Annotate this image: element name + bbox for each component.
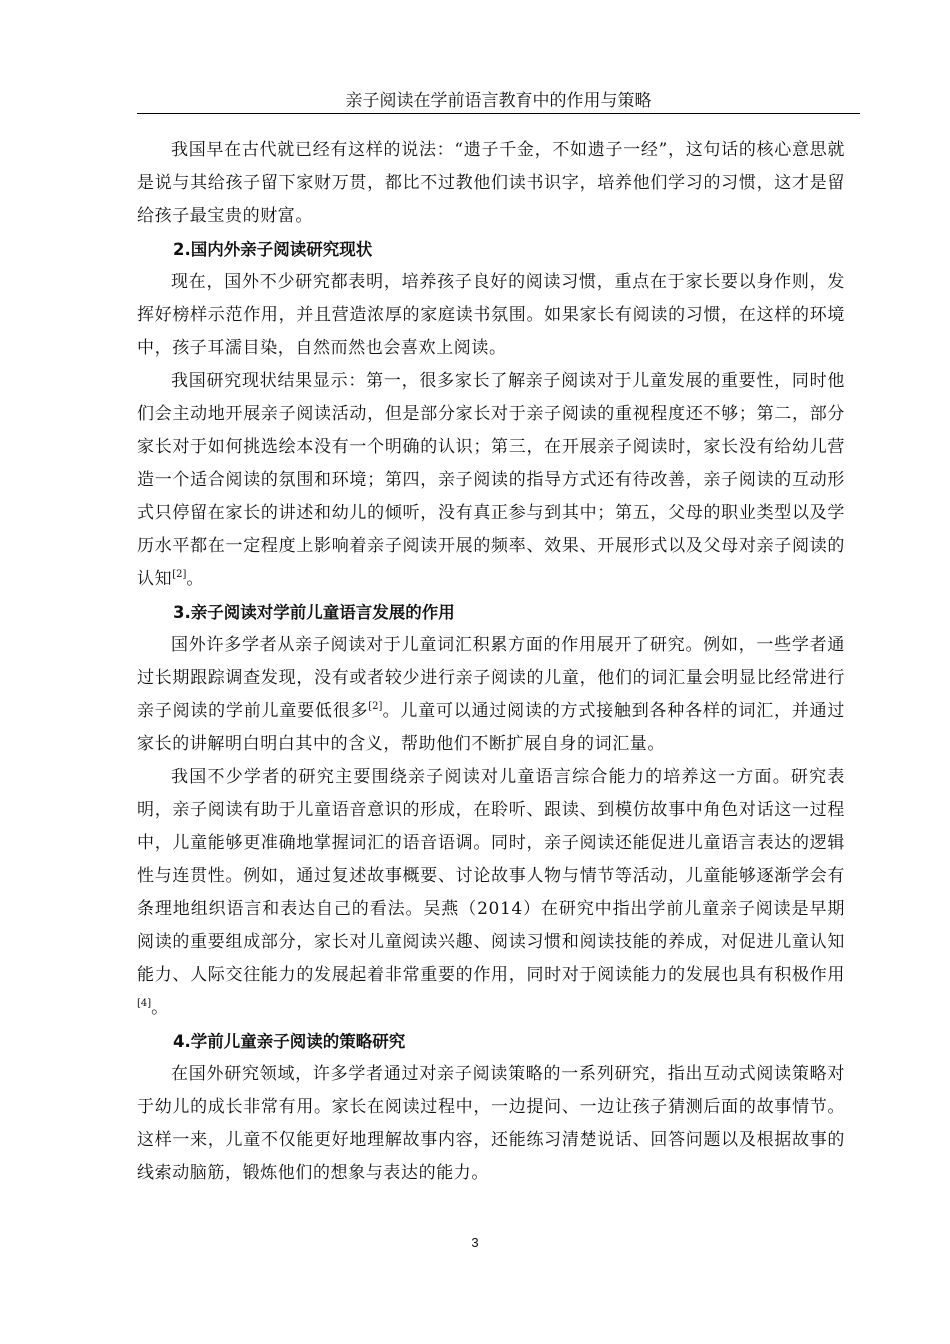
- page-number: 3: [471, 1235, 479, 1250]
- paragraph-vocabulary: [137, 629, 845, 761]
- section-heading-4: 4.学前儿童亲子阅读的策略研究: [173, 1032, 406, 1051]
- paragraph-text: 我国早在古代就已经有这样的说法：“遗子千金，不如遗子一经”，这句话的核心意思就是说与其给孩子留下家财万贯，都比不过教他们读书识字，培养他们学习的习惯，这才是留给孩子最宝贵的财富。: [137, 140, 845, 226]
- citation-ref: [2]: [172, 569, 187, 580]
- section-heading-3: 3.亲子阅读对学前儿童语言发展的作用: [173, 603, 455, 622]
- paragraph-end: 。: [151, 998, 169, 1018]
- paragraph-strategy: [137, 1058, 845, 1190]
- paragraph-intro: [137, 134, 845, 233]
- paragraph-end: 。: [186, 569, 204, 589]
- section-heading-2: 2.国内外亲子阅读研究现状: [173, 240, 373, 259]
- paragraph-text: 我国不少学者的研究主要围绕亲子阅读对儿童语言综合能力的培养这一方面。研究表明，亲子阅读有助于儿童语音意识的形成，在聆听、跟读、到模仿故事中角色对话这一过程中，儿童能够更准确地掌握词汇的语音语调。同时，亲子阅读还能促进儿童语言表达的逻辑性与连贯性。例如，通过复述故事概要、讨论故事人物与情节等活动，儿童能够逐渐学会有条理地组织语言和表达自己的看法。吴燕（2014）在研究中指出学前儿童亲子阅读是早期阅读的重要组成部分，家长对儿童阅读兴趣、阅读习惯和阅读技能的养成，对促进儿童认知能力、人际交往能力的发展起着非常重要的作用，同时对于阅读能力的发展也具有积极作用: [137, 767, 845, 985]
- paragraph-text: 国外许多学者从亲子阅读对于儿童词汇积累方面的作用展开了研究。例如，一些学者通过长期跟踪调查发现，没有或者较少进行亲子阅读的儿童，他们的词汇量会明显比经常进行亲子阅读的学前儿童要低很多: [137, 635, 845, 721]
- paragraph-domestic-status: [137, 365, 845, 596]
- paragraph-text: 在国外研究领域，许多学者通过对亲子阅读策略的一系列研究，指出互动式阅读策略对于幼儿的成长非常有用。家长在阅读过程中，一边提问、一边让孩子猜测后面的故事情节。这样一来，儿童不仅能更好地理解故事内容，还能练习清楚说话、回答问题以及根据故事的线索动脑筋，锻炼他们的想象与表达的能力。: [137, 1064, 845, 1183]
- citation-ref: [2]: [368, 701, 383, 712]
- body-text: [137, 134, 845, 1190]
- paragraph-text: 我国研究现状结果显示：第一，很多家长了解亲子阅读对于儿童发展的重要性，同时他们会主动地开展亲子阅读活动，但是部分家长对于亲子阅读的重视程度还不够；第二，部分家长对于如何挑选绘本没有一个明确的认识；第三，在开展亲子阅读时，家长没有给幼儿营造一个适合阅读的氛围和环境；第四，亲子阅读的指导方式还有待改善，亲子阅读的互动形式只停留在家长的讲述和幼儿的倾听，没有真正参与到其中；第五，父母的职业类型以及学历水平都在一定程度上影响着亲子阅读开展的频率、效果、开展形式以及父母对亲子阅读的认知: [137, 371, 845, 589]
- header-divider: [137, 113, 860, 114]
- paragraph-language-ability: [137, 761, 845, 1025]
- citation-ref: [4]: [137, 998, 152, 1009]
- running-header: 亲子阅读在学前语言教育中的作用与策略: [345, 91, 652, 111]
- paragraph-foreign-status: [137, 266, 845, 365]
- paragraph-text: 现在，国外不少研究都表明，培养孩子良好的阅读习惯，重点在于家长要以身作则，发挥好榜样示范作用，并且营造浓厚的家庭读书氛围。如果家长有阅读的习惯，在这样的环境中，孩子耳濡目染，自然而然也会喜欢上阅读。: [137, 272, 845, 358]
- paragraph-text-rest: 。儿童可以通过阅读的方式接触到各种各样的词汇，并通过家长的讲解明白明白其中的含义，帮助他们不断扩展自身的词汇量。: [137, 701, 845, 754]
